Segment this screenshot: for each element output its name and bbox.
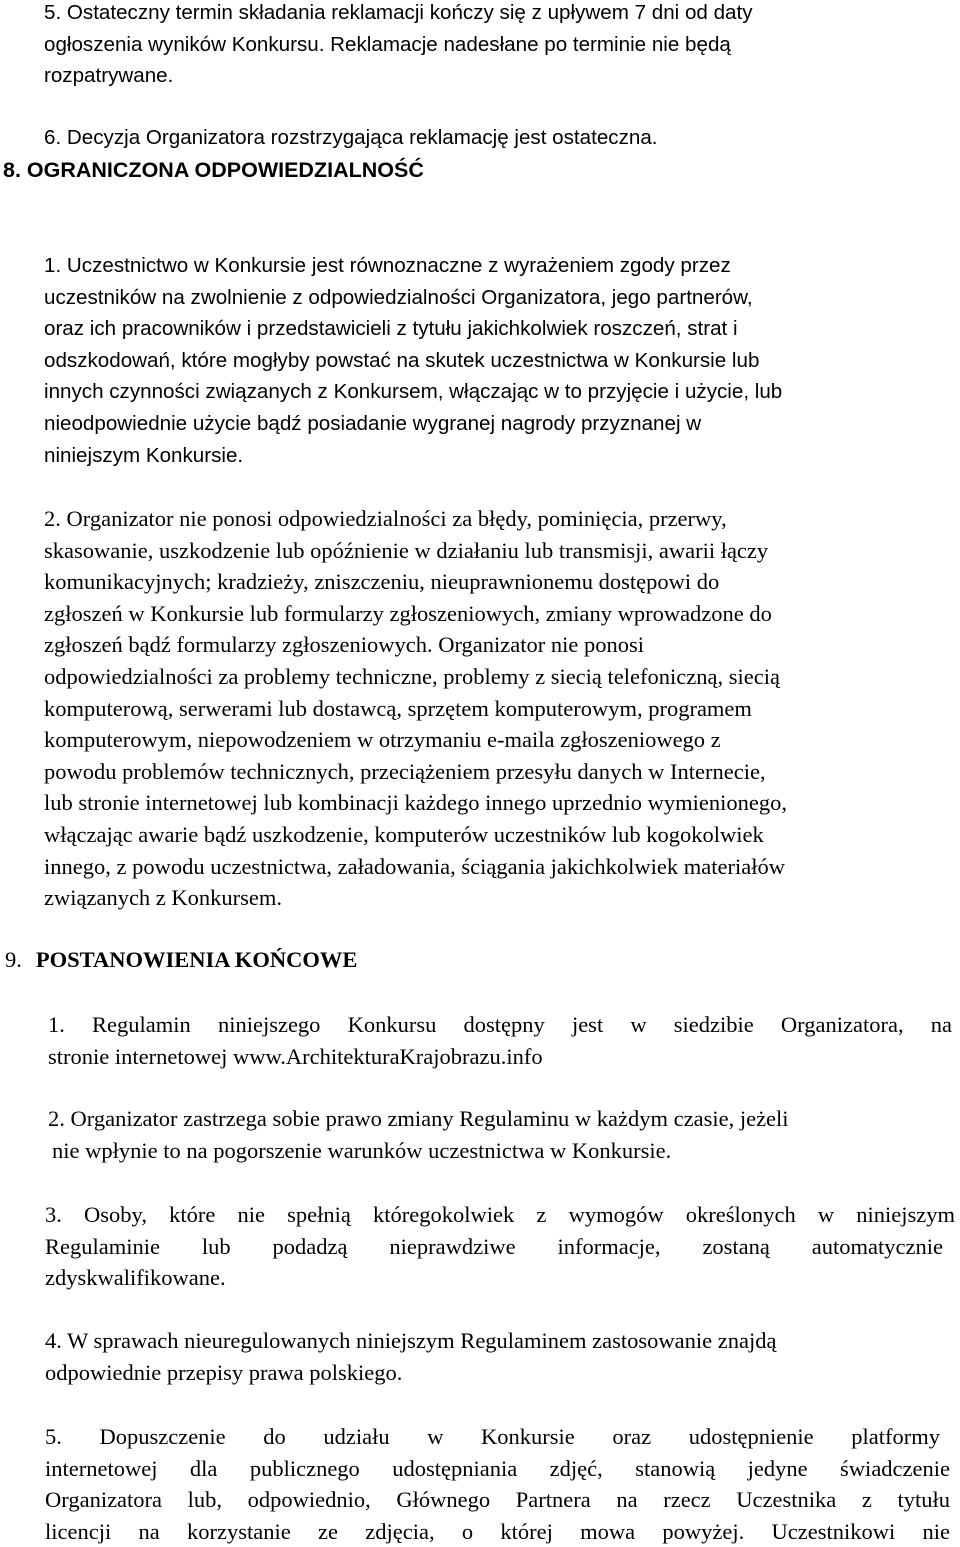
- text-line: Organizatora lub, odpowiednio, Głównego Partnera na rzecz Uczestnika z tytułu: [45, 1487, 950, 1513]
- odpowiedzialnosc-item-2: [44, 503, 787, 914]
- text-line: nieodpowiednie użycie bądź posiadanie wygranej nagrody przyznanej w: [44, 411, 702, 435]
- text-line: zgłoszeń w Konkursie lub formularzy zgłoszeniowych, zmiany wprowadzone do: [44, 600, 772, 626]
- text-line: oraz ich pracowników i przedstawicieli z tytułu jakichkolwiek roszczeń, strat i: [44, 317, 738, 341]
- text-line: licencji na korzystanie ze zdjęcia, o której mowa powyżej. Uczestnikowi nie: [45, 1518, 950, 1544]
- text-line: komputerowym, niepowodzeniem w otrzymaniu e-maila zgłoszeniowego z: [44, 727, 721, 753]
- text-line: lub stronie internetowej lub kombinacji każdego innego uprzednio wymienionego,: [44, 790, 787, 816]
- text-line: 5. Ostateczny termin składania reklamacji kończy się z upływem 7 dni od daty: [44, 1, 753, 24]
- text-line: Regulaminie lub podadzą nieprawdziwe informacje, zostaną automatycznie: [45, 1233, 943, 1259]
- text-line: odpowiedzialności za problemy techniczne, problemy z siecią telefoniczną, siecią: [44, 663, 780, 689]
- text-line: 6. Decyzja Organizatora rozstrzygająca reklamację jest ostateczna.: [44, 126, 658, 149]
- postanowienia-item-1: [48, 1009, 952, 1072]
- text-line: związanych z Konkursem.: [44, 885, 283, 911]
- text-line: komputerową, serwerami lub dostawcą, sprzętem komputerowym, programem: [44, 695, 752, 721]
- text-line: odszkodowań, które mogłyby powstać na skutek uczestnictwa w Konkursie lub: [44, 348, 760, 372]
- text-line: włączając awarie bądź uszkodzenie, komputerów uczestników lub kogokolwiek: [44, 821, 764, 847]
- text-line: 2. Organizator zastrzega sobie prawo zmiany Regulaminu w każdym czasie, jeżeli: [48, 1106, 789, 1131]
- reklamacje-item-6: [44, 122, 658, 154]
- text-line: 5. Dopuszczenie do udziału w Konkursie oraz udostępnienie platformy: [45, 1424, 940, 1449]
- text-line: zgłoszeń bądź formularzy zgłoszeniowych. Organizator nie ponosi: [44, 632, 645, 658]
- text-line: zdyskwalifikowane.: [45, 1265, 226, 1291]
- section-8-heading: [3, 155, 424, 187]
- postanowienia-item-4: [45, 1325, 776, 1388]
- text-line: innego, z powodu uczestnictwa, załadowania, ściągania jakichkolwiek materiałów: [44, 853, 785, 879]
- text-line: powodu problemów technicznych, przeciążeniem przesyłu danych w Internecie,: [44, 758, 766, 784]
- odpowiedzialnosc-item-1: [44, 250, 782, 471]
- text-line: uczestników na zwolnienie z odpowiedzialności Organizatora, jego partnerów,: [44, 285, 753, 309]
- section-number: 9.: [5, 947, 22, 972]
- section-title: POSTANOWIENIA KOŃCOWE: [35, 947, 358, 972]
- text-line: 1. Regulamin niniejszego Konkursu dostępny jest w siedzibie Organizatora, na: [48, 1012, 952, 1037]
- text-line: 4. W sprawach nieuregulowanych niniejszym Regulaminem zastosowanie znajdą: [45, 1328, 777, 1353]
- postanowienia-item-3: [45, 1199, 955, 1294]
- text-line: nie wpłynie to na pogorszenie warunków uczestnictwa w Konkursie.: [52, 1137, 672, 1163]
- text-line: niniejszym Konkursie.: [44, 443, 244, 467]
- text-line: 1. Uczestnictwo w Konkursie jest równoznaczne z wyrażeniem zgody przez: [44, 254, 731, 277]
- text-line: 2. Organizator nie ponosi odpowiedzialności za błędy, pominięcia, przerwy,: [44, 506, 727, 531]
- text-line: ogłoszenia wyników Konkursu. Reklamacje nadesłane po terminie nie będą: [44, 32, 731, 56]
- text-line: stronie internetowej www.ArchitekturaKrajobrazu.info: [48, 1043, 543, 1069]
- postanowienia-item-5: [45, 1421, 950, 1547]
- text-line: 3. Osoby, które nie spełnią któregokolwiek z wymogów określonych w niniejszym: [45, 1202, 955, 1227]
- text-line: internetowej dla publicznego udostępniania zdjęć, stanowią jedyne świadczenie: [45, 1455, 950, 1481]
- section-heading-text: 8. OGRANICZONA ODPOWIEDZIALNOŚĆ: [3, 158, 424, 182]
- reklamacje-item-5: [44, 0, 753, 92]
- text-line: innych czynności związanych z Konkursem, włączając w to przyjęcie i użycie, lub: [44, 380, 783, 404]
- text-line: rozpatrywane.: [44, 64, 174, 88]
- text-line: komunikacyjnych; kradzieży, zniszczeniu, nieuprawnionemu dostępowi do: [44, 569, 720, 595]
- postanowienia-item-2: [48, 1103, 789, 1166]
- text-line: skasowanie, uszkodzenie lub opóźnienie w działaniu lub transmisji, awarii łączy: [44, 537, 769, 563]
- section-9-heading: [5, 944, 357, 976]
- text-line: odpowiednie przepisy prawa polskiego.: [45, 1359, 403, 1385]
